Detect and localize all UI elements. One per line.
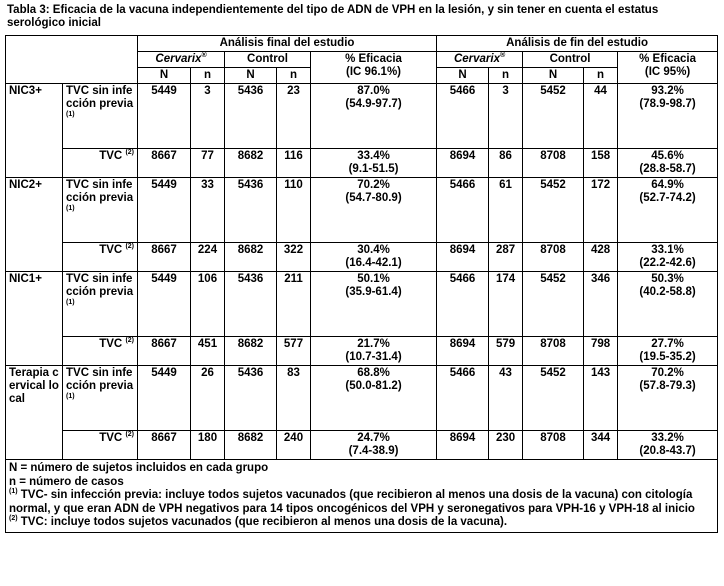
efficacy-fin [618, 366, 718, 431]
footnote-marker: (2) [125, 337, 134, 345]
table-caption: Tabla 3: Eficacia de la vacuna independientemente del tipo de ADN de VPH en la lesión, y sin tener en cuenta el estatus serológico inicial [7, 4, 659, 29]
cervarix-N: 5449 [138, 178, 191, 243]
cervarix-label: Cervarix [155, 53, 202, 65]
cervarix-n: 43 [489, 366, 523, 431]
cervarix-n: 3 [191, 84, 225, 149]
cervarix-n: 61 [489, 178, 523, 243]
control-N: 8708 [523, 337, 584, 366]
footnote-marker: (1) [66, 299, 75, 306]
control-n: 23 [277, 84, 311, 149]
footnote-2-text: TVC: incluye todos sujetos vacunados (que recibieron al menos una dosis de la vacuna). [17, 516, 508, 528]
efficacy-value: 50.3% [651, 273, 684, 285]
control-n: 211 [277, 272, 311, 337]
efficacy-ci: (78.9-98.7) [639, 98, 696, 110]
efficacy-value: 68.8% [357, 367, 390, 379]
header-control-1: Control [225, 52, 311, 68]
efficacy-ci: (20.8-43.7) [639, 445, 696, 457]
efficacy-ci: (7.4-38.9) [348, 445, 399, 457]
control-N: 5452 [523, 272, 584, 337]
cervarix-label: Cervarix [453, 53, 500, 65]
registered-mark: ® [201, 52, 207, 60]
efficacy-ci: (16.4-42.1) [345, 257, 402, 269]
efficacy-ci: (19.5-35.2) [639, 351, 696, 363]
header-control-2: Control [523, 52, 618, 68]
table-row [6, 272, 718, 337]
control-n: 344 [584, 431, 618, 460]
footnote-marker: (2) [9, 515, 18, 523]
efficacy-final [311, 178, 437, 243]
control-N: 8708 [523, 431, 584, 460]
footnote-N: N = número de sujetos incluidos en cada grupo [9, 462, 269, 474]
efficacy-fin [618, 272, 718, 337]
cervarix-n: 33 [191, 178, 225, 243]
header-blank-cell [6, 36, 138, 84]
efficacy-value: 70.2% [357, 179, 390, 191]
cervarix-N: 8694 [437, 431, 489, 460]
registered-mark: ® [499, 52, 506, 60]
footnote-marker: (2) [125, 149, 134, 157]
efficacy-final [311, 84, 437, 149]
population-text: TVC sin infección previa [66, 85, 134, 110]
cervarix-n: 287 [489, 243, 523, 272]
ic-label: (IC 95%) [644, 66, 691, 78]
population-text: TVC sin infección previa [66, 273, 134, 298]
control-n: 428 [584, 243, 618, 272]
efficacy-value: 33.4% [357, 150, 390, 162]
cervarix-N: 5449 [138, 272, 191, 337]
header-n: n [584, 68, 618, 84]
efficacy-value: 50.1% [357, 273, 390, 285]
efficacy-fin [618, 149, 718, 178]
cervarix-N: 5466 [437, 178, 489, 243]
efficacy-ci: (50.0-81.2) [345, 380, 402, 392]
control-N: 5436 [225, 178, 277, 243]
efficacy-final [311, 149, 437, 178]
table-row [6, 178, 718, 243]
efficacy-fin [618, 431, 718, 460]
control-N: 8682 [225, 431, 277, 460]
cervarix-N: 8694 [437, 149, 489, 178]
cervarix-n: 77 [191, 149, 225, 178]
control-N: 5436 [225, 272, 277, 337]
efficacy-ci: (40.2-58.8) [639, 286, 696, 298]
population-text: TVC [99, 150, 123, 162]
population-label [63, 366, 138, 431]
control-N: 5452 [523, 178, 584, 243]
efficacy-value: 64.9% [651, 179, 684, 191]
eficacia-label: % Eficacia [345, 53, 402, 65]
header-row-groups [6, 36, 718, 52]
cervarix-n: 86 [489, 149, 523, 178]
control-N: 8682 [225, 149, 277, 178]
cervarix-n: 224 [191, 243, 225, 272]
population-text: TVC [99, 244, 123, 256]
efficacy-ci: (9.1-51.5) [348, 163, 399, 175]
cervarix-N: 8667 [138, 431, 191, 460]
efficacy-ci: (52.7-74.2) [639, 192, 696, 204]
group-label: NIC1+ [6, 272, 63, 366]
population-text: TVC [99, 432, 123, 444]
population-text: TVC [99, 338, 123, 350]
efficacy-value: 33.2% [651, 432, 684, 444]
footnote-2 [9, 516, 714, 530]
control-n: 798 [584, 337, 618, 366]
cervarix-N: 5466 [437, 366, 489, 431]
footnote-marker: (1) [66, 393, 75, 400]
efficacy-value: 21.7% [357, 338, 390, 350]
cervarix-n: 230 [489, 431, 523, 460]
population-label [63, 243, 138, 272]
efficacy-ci: (54.9-97.7) [345, 98, 402, 110]
header-N: N [523, 68, 584, 84]
cervarix-N: 8667 [138, 243, 191, 272]
efficacy-ci: (54.7-80.9) [345, 192, 402, 204]
efficacy-value: 27.7% [651, 338, 684, 350]
efficacy-value: 45.6% [651, 150, 684, 162]
control-n: 143 [584, 366, 618, 431]
header-cervarix-2 [437, 52, 523, 68]
population-text: TVC sin infección previa [66, 367, 134, 392]
footnotes-row [6, 460, 718, 533]
control-n: 172 [584, 178, 618, 243]
footnote-marker: (1) [66, 205, 75, 212]
eficacia-label: % Eficacia [639, 53, 697, 65]
control-N: 8708 [523, 243, 584, 272]
header-analisis-fin: Análisis de fin del estudio [437, 36, 718, 52]
group-label: NIC2+ [6, 178, 63, 272]
population-label [63, 149, 138, 178]
population-label [63, 84, 138, 149]
ic-label: (IC 96.1%) [346, 66, 401, 78]
control-N: 5436 [225, 84, 277, 149]
footnote-1 [9, 489, 714, 516]
efficacy-ci: (22.2-42.6) [639, 257, 696, 269]
cervarix-N: 8694 [437, 243, 489, 272]
efficacy-final [311, 431, 437, 460]
header-n: n [191, 68, 225, 84]
efficacy-fin [618, 178, 718, 243]
efficacy-fin [618, 243, 718, 272]
control-n: 116 [277, 149, 311, 178]
efficacy-ci: (35.9-61.4) [345, 286, 402, 298]
efficacy-final [311, 243, 437, 272]
efficacy-fin [618, 337, 718, 366]
cervarix-n: 180 [191, 431, 225, 460]
efficacy-final [311, 366, 437, 431]
control-N: 5452 [523, 84, 584, 149]
footnote-marker: (1) [66, 111, 75, 118]
footnote-1-text: TVC- sin infección previa: incluye todos sujetos vacunados (que recibieron al menos una dosis de la vacuna) con citología normal, y que eran ADN de VPH negativos para 14 tipos oncogénicos del VPH y seronegativos para VPH-16 y VPH-18 al inicio [9, 489, 695, 515]
header-N: N [225, 68, 277, 84]
efficacy-value: 33.1% [651, 244, 684, 256]
cervarix-N: 5466 [437, 84, 489, 149]
footnote-marker: (2) [125, 431, 134, 439]
cervarix-n: 3 [489, 84, 523, 149]
control-N: 8682 [225, 337, 277, 366]
efficacy-final [311, 337, 437, 366]
control-N: 5452 [523, 366, 584, 431]
control-n: 577 [277, 337, 311, 366]
header-eficacia-1 [311, 52, 437, 84]
cervarix-n: 579 [489, 337, 523, 366]
population-label [63, 431, 138, 460]
population-label [63, 272, 138, 337]
control-N: 5436 [225, 366, 277, 431]
control-N: 8682 [225, 243, 277, 272]
control-n: 322 [277, 243, 311, 272]
control-n: 44 [584, 84, 618, 149]
control-n: 158 [584, 149, 618, 178]
population-label [63, 337, 138, 366]
efficacy-ci: (57.8-79.3) [639, 380, 696, 392]
cervarix-N: 8694 [437, 337, 489, 366]
population-text: TVC sin infección previa [66, 179, 134, 204]
control-N: 8708 [523, 149, 584, 178]
efficacy-ci: (10.7-31.4) [345, 351, 402, 363]
group-label: Terapia cervical local [6, 366, 63, 460]
footnotes [6, 460, 718, 533]
control-n: 83 [277, 366, 311, 431]
efficacy-value: 24.7% [357, 432, 390, 444]
efficacy-value: 70.2% [651, 367, 684, 379]
efficacy-value: 87.0% [357, 85, 390, 97]
cervarix-n: 174 [489, 272, 523, 337]
table-row [6, 149, 718, 178]
cervarix-N: 5449 [138, 84, 191, 149]
header-cervarix-1 [138, 52, 225, 68]
cervarix-N: 5449 [138, 366, 191, 431]
population-label [63, 178, 138, 243]
cervarix-N: 8667 [138, 337, 191, 366]
cervarix-N: 8667 [138, 149, 191, 178]
footnote-marker: (2) [125, 243, 134, 251]
table-row [6, 337, 718, 366]
efficacy-value: 93.2% [651, 85, 684, 97]
table-row [6, 366, 718, 431]
cervarix-n: 106 [191, 272, 225, 337]
cervarix-n: 26 [191, 366, 225, 431]
header-analisis-final: Análisis final del estudio [138, 36, 437, 52]
header-eficacia-2 [618, 52, 718, 84]
table-row [6, 84, 718, 149]
footnote-marker: (1) [9, 488, 18, 496]
header-N: N [437, 68, 489, 84]
table-row [6, 431, 718, 460]
header-n: n [489, 68, 523, 84]
efficacy-ci: (28.8-58.7) [639, 163, 696, 175]
efficacy-final [311, 272, 437, 337]
control-n: 240 [277, 431, 311, 460]
cervarix-N: 5466 [437, 272, 489, 337]
footnote-n: n = número de casos [9, 475, 124, 488]
cervarix-n: 451 [191, 337, 225, 366]
control-n: 346 [584, 272, 618, 337]
efficacy-fin [618, 84, 718, 149]
header-N: N [138, 68, 191, 84]
table-row [6, 243, 718, 272]
header-n: n [277, 68, 311, 84]
efficacy-value: 30.4% [357, 244, 390, 256]
control-n: 110 [277, 178, 311, 243]
group-label: NIC3+ [6, 84, 63, 178]
efficacy-table [5, 35, 718, 533]
